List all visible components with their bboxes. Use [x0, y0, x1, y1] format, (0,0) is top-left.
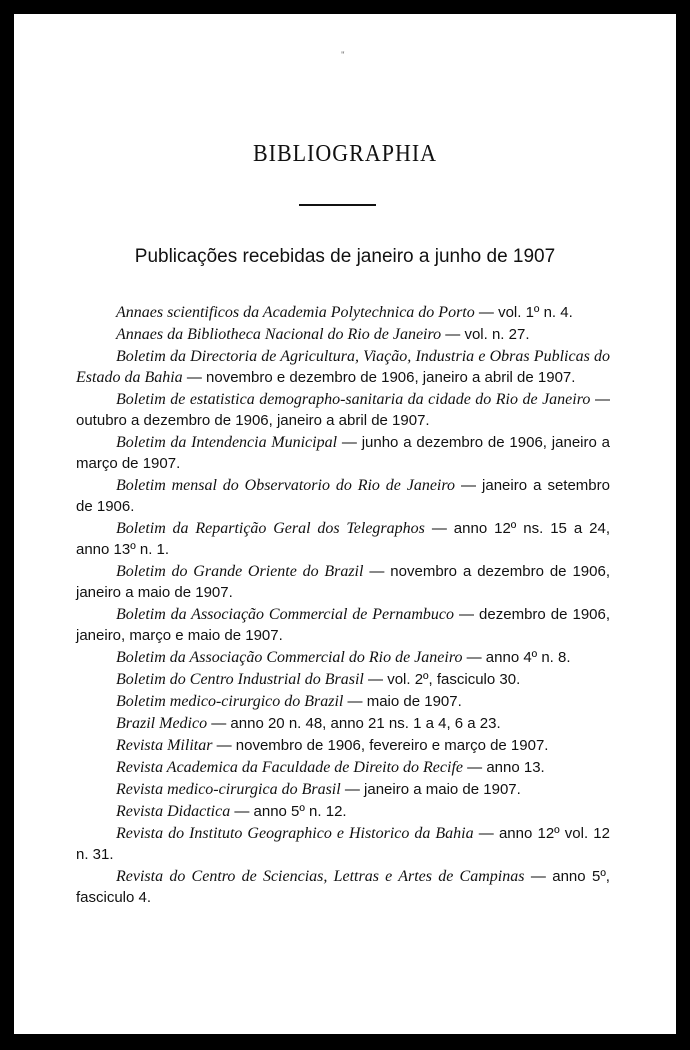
entry-title: Revista do Instituto Geographico e Historico da Bahia: [116, 825, 474, 842]
entry-title: Revista medico-cirurgica do Brasil: [116, 781, 341, 798]
bibliography-entry: [76, 604, 610, 646]
bibliography-entry: [76, 475, 610, 517]
entry-title: Boletim mensal do Observatorio do Rio de Janeiro: [116, 477, 455, 494]
bibliography-entry: [76, 561, 610, 603]
entry-details: — outubro a dezembro de 1906, janeiro a abril de 1907.: [76, 391, 611, 429]
entry-title: Revista Militar: [116, 737, 213, 754]
entry-details: — anno 5º n. 12.: [230, 803, 347, 820]
entry-title: Boletim da Repartição Geral dos Telegraphos: [116, 520, 425, 537]
entry-details: — anno 4º n. 8.: [462, 649, 571, 666]
bibliography-entry: [76, 389, 610, 431]
entry-title: Boletim da Associação Commercial do Rio de Janeiro: [116, 649, 463, 666]
entry-title: Annaes scientificos da Academia Polytechnica do Porto: [116, 304, 475, 321]
bibliography-entry: [76, 757, 610, 778]
bibliography-entry: [76, 302, 610, 323]
entry-title: Brazil Medico: [116, 715, 208, 732]
entry-title: Boletim da Directoria de Agricultura, Viação, Industria e Obras Publicas do Estado da Bahia: [76, 348, 610, 386]
bibliography-entry: [76, 713, 610, 734]
bibliography-entry: [76, 669, 610, 690]
entry-details: — vol. 1º n. 4.: [474, 304, 573, 321]
entry-details: — dezembro de 1906, janeiro, março e maio de 1907.: [76, 606, 611, 644]
bibliography-entry: [76, 691, 610, 712]
bibliography-entry: [76, 432, 610, 474]
page-subtitle: Publicações recebidas de janeiro a junho de 1907: [134, 246, 556, 267]
entry-details: — anno 5º, fasciculo 4.: [76, 868, 610, 906]
entry-details: — anno 13.: [463, 759, 545, 776]
entry-title: Boletim de estatistica demographo-sanitaria da cidade do Rio de Janeiro: [116, 391, 591, 408]
entry-details: — maio de 1907.: [343, 693, 462, 710]
bibliography-entry: [76, 346, 610, 388]
bibliography-entry: [76, 801, 610, 822]
title-divider: [299, 204, 376, 206]
bibliography-entry: [76, 823, 610, 865]
entry-details: — anno 20 n. 48, anno 21 ns. 1 a 4, 6 a 23.: [207, 715, 501, 732]
entry-title: Boletim da Intendencia Municipal: [116, 434, 338, 451]
bibliography-entry: [76, 866, 610, 908]
entry-details: — vol. n. 27.: [441, 326, 530, 343]
page-title: BIBLIOGRAPHIA: [252, 138, 438, 167]
entry-title: Boletim do Grande Oriente do Brazil: [116, 563, 364, 580]
entry-details: — janeiro a maio de 1907.: [340, 781, 521, 798]
bibliography-entry: [76, 518, 610, 560]
document-page: [14, 14, 676, 1034]
entry-details: — anno 12º ns. 15 a 24, anno 13º n. 1.: [76, 520, 610, 558]
bibliography-entry: [76, 647, 610, 668]
entry-title: Boletim medico-cirurgico do Brazil: [116, 693, 344, 710]
bibliography-entry: [76, 735, 610, 756]
bibliography-entry: [76, 779, 610, 800]
entry-title: Boletim do Centro Industrial do Brasil: [116, 671, 364, 688]
entry-details: — novembro de 1906, fevereiro e março de 1907.: [212, 737, 549, 754]
page-mark: ": [341, 50, 345, 60]
entry-title: Boletim da Associação Commercial de Pernambuco: [116, 606, 454, 623]
entry-title: Annaes da Bibliotheca Nacional do Rio de Janeiro: [116, 326, 442, 343]
bibliography-entry: [76, 324, 610, 345]
entry-details: — janeiro a setembro de 1906.: [76, 477, 610, 515]
entry-details: — novembro a dezembro de 1906, janeiro a maio de 1907.: [76, 563, 610, 601]
entry-details: — vol. 2º, fasciculo 30.: [363, 671, 521, 688]
entry-details: — novembro e dezembro de 1906, janeiro a abril de 1907.: [182, 369, 576, 386]
entry-details: — junho a dezembro de 1906, janeiro a março de 1907.: [76, 434, 610, 472]
bibliography-list: [76, 302, 610, 908]
entry-title: Revista Didactica: [116, 803, 231, 820]
entry-details: — anno 12º vol. 12 n. 31.: [76, 825, 610, 863]
entry-title: Revista Academica da Faculdade de Direito do Recife: [116, 759, 463, 776]
entry-title: Revista do Centro de Sciencias, Lettras e Artes de Campinas: [116, 868, 525, 885]
